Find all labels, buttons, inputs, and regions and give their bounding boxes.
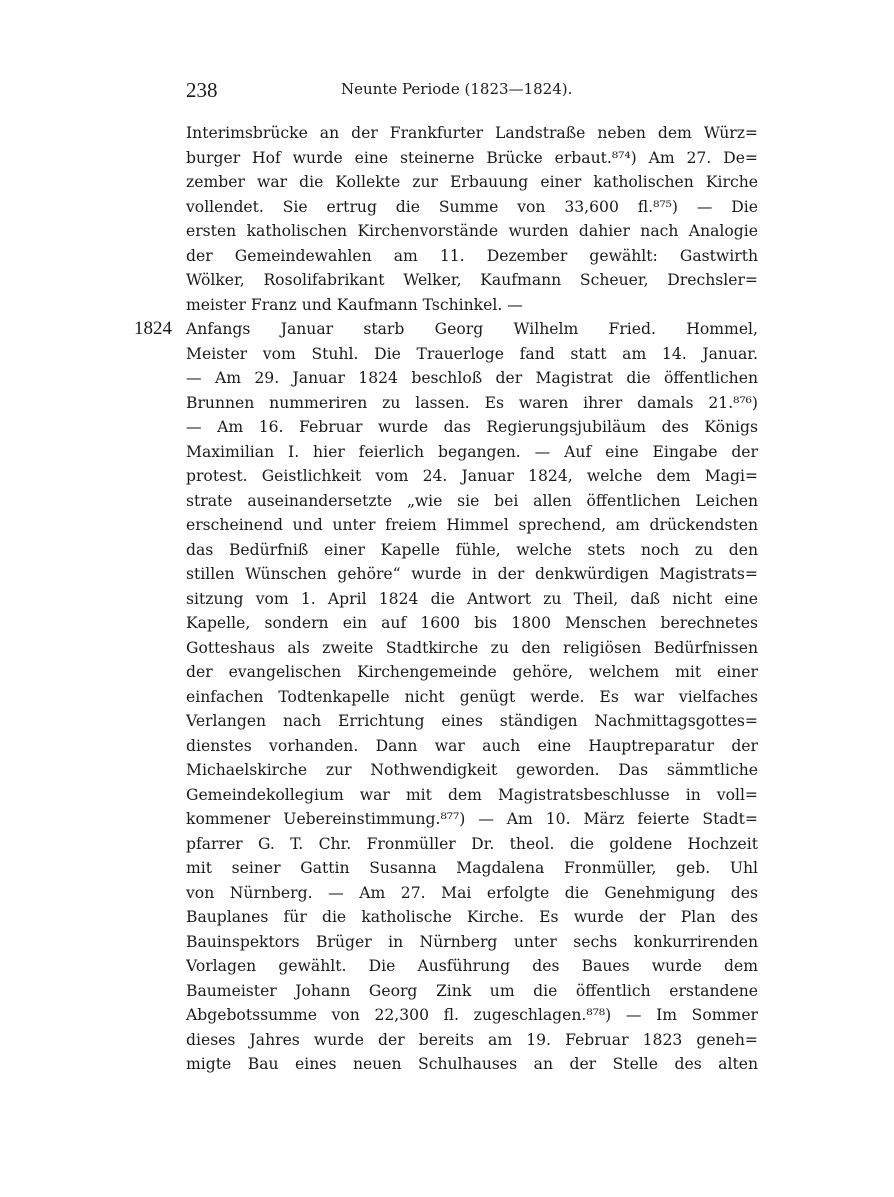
text-line: einfachen Todtenkapelle nicht genügt werde. Es war vielfaches: [186, 687, 758, 706]
text-line: burger Hof wurde eine steinerne Brücke erbaut.⁸⁷⁴) Am 27. De=: [186, 148, 758, 167]
text-line: sitzung vom 1. April 1824 die Antwort zu Theil, daß nicht eine: [186, 589, 758, 608]
text-line: pfarrer G. T. Chr. Fronmüller Dr. theol. die goldene Hochzeit: [186, 834, 758, 853]
text-line: zember war die Kollekte zur Erbauung einer katholischen Kirche: [186, 173, 758, 191]
text-line: Interimsbrücke an der Frankfurter Landstraße neben dem Würz=: [186, 124, 758, 142]
text-line: meister Franz und Kaufmann Tschinkel. —: [186, 295, 523, 314]
text-line: stillen Wünschen gehöre“ wurde in der denkwürdigen Magistrats=: [186, 565, 758, 583]
text-line: Bauinspektors Brüger in Nürnberg unter sechs konkurrirenden: [186, 932, 758, 951]
text-line: dieses Jahres wurde der bereits am 19. Februar 1823 geneh=: [186, 1030, 758, 1049]
running-head: Neunte Periode (1823—1824).: [341, 80, 573, 98]
body-text: [186, 121, 758, 1077]
margin-year: 1824: [134, 318, 172, 339]
text-line: vollendet. Sie ertrug die Summe von 33,600 fl.⁸⁷⁵) — Die: [186, 197, 758, 216]
text-line: Wölker, Rosolifabrikant Welker, Kaufmann Scheuer, Drechsler=: [186, 271, 758, 289]
text-line: — Am 29. Januar 1824 beschloß der Magistrat die öffentlichen: [186, 369, 758, 387]
text-line: ersten katholischen Kirchenvorstände wurden dahier nach Analogie: [186, 222, 758, 240]
bleed-through-mark: [870, 868, 894, 886]
text-line: Meister vom Stuhl. Die Trauerloge fand statt am 14. Januar.: [186, 344, 758, 363]
text-line: kommener Uebereinstimmung.⁸⁷⁷) — Am 10. März feierte Stadt=: [186, 810, 758, 828]
text-line: Verlangen nach Errichtung eines ständigen Nachmittagsgottes=: [186, 712, 758, 730]
text-line: der Gemeindewahlen am 11. Dezember gewählt: Gastwirth: [186, 246, 758, 265]
text-line: migte Bau eines neuen Schulhauses an der Stelle des alten: [186, 1055, 758, 1073]
text-line: erscheinend und unter freiem Himmel sprechend, am drückendsten: [186, 516, 758, 534]
text-line: Maximilian I. hier feierlich begangen. — Auf eine Eingabe der: [186, 442, 758, 461]
text-line: dienstes vorhanden. Dann war auch eine Hauptreparatur der: [186, 736, 758, 755]
page-header: [186, 78, 761, 108]
text-line: der evangelischen Kirchengemeinde gehöre, welchem mit einer: [186, 663, 758, 681]
text-line: protest. Geistlichkeit vom 24. Januar 1824, welche dem Magi=: [186, 467, 758, 485]
page-number: 238: [186, 78, 218, 102]
text-line: Abgebotssumme von 22,300 fl. zugeschlagen.⁸⁷⁸) — Im Sommer: [186, 1006, 758, 1024]
bleed-through-mark: [870, 404, 894, 422]
text-line: Michaelskirche zur Nothwendigkeit geworden. Das sämmtliche: [186, 761, 758, 779]
text-line: Baumeister Johann Georg Zink um die öffentlich erstandene: [186, 981, 758, 1000]
text-line: — Am 16. Februar wurde das Regierungsjubiläum des Königs: [186, 418, 758, 436]
text-line: Kapelle, sondern ein auf 1600 bis 1800 Menschen berechnetes: [186, 614, 758, 632]
text-line: Bauplanes für die katholische Kirche. Es wurde der Plan des: [186, 908, 758, 926]
text-line: Gemeindekollegium war mit dem Magistratsbeschlusse in voll=: [186, 785, 758, 804]
text-line: Brunnen nummeriren zu lassen. Es waren ihrer damals 21.⁸⁷⁶): [186, 393, 758, 412]
text-line: Gotteshaus als zweite Stadtkirche zu den religiösen Bedürfnissen: [186, 638, 758, 657]
text-line: strate auseinandersetzte „wie sie bei allen öffentlichen Leichen: [186, 491, 758, 510]
text-line: Anfangs Januar starb Georg Wilhelm Fried. Hommel,: [186, 320, 758, 338]
text-line: mit seiner Gattin Susanna Magdalena Fronmüller, geb. Uhl: [186, 859, 758, 877]
text-line: von Nürnberg. — Am 27. Mai erfolgte die Genehmigung des: [186, 883, 758, 902]
text-line: Vorlagen gewählt. Die Ausführung des Baues wurde dem: [186, 957, 758, 975]
text-line: das Bedürfniß einer Kapelle fühle, welche stets noch zu den: [186, 540, 758, 559]
